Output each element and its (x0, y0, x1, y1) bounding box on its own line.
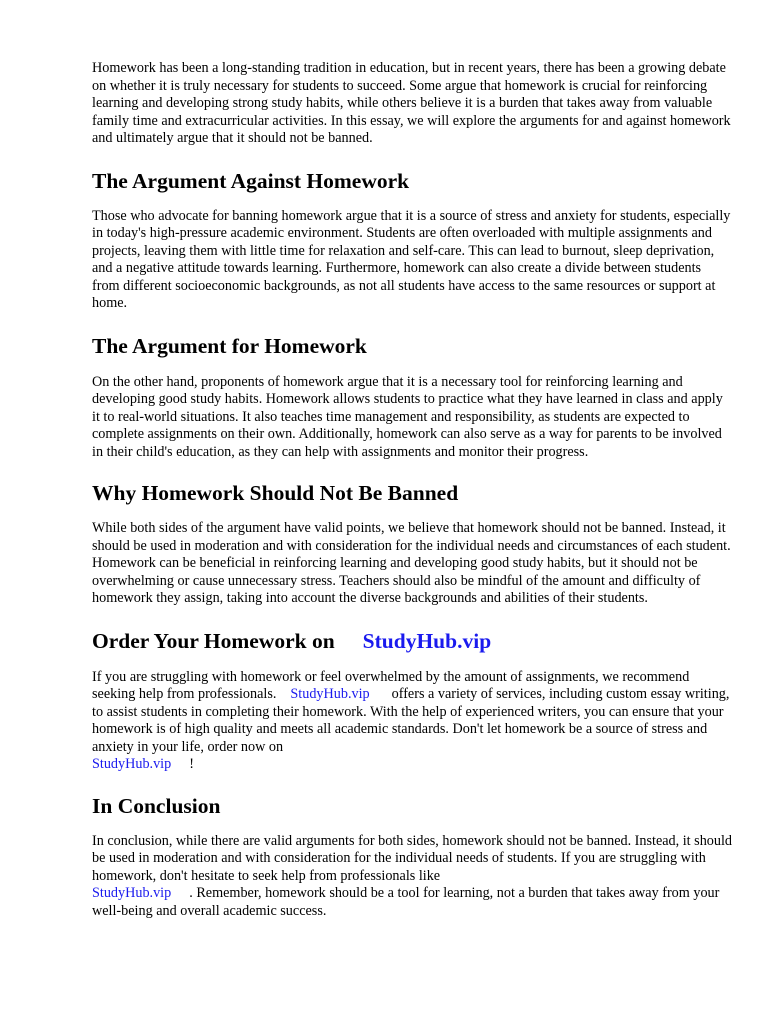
heading-not-banned: Why Homework Should Not Be Banned (92, 481, 459, 505)
for-paragraph: On the other hand, proponents of homework argue that it is a necessary tool for reinforcing learning and developing good study habits. Homework allows students to practice what they have learned in class and apply it to real-world situations. It also teaches time management and responsibility, as students are expected to complete assignments on their own. Additionally, homework can also serve as a way for parents to be involved in their child's education, as they can help with assignments and monitor their progress. (92, 373, 723, 460)
order-text-1: If you are struggling with homework or feel overwhelmed by the amount of assignments, we recommend seeking help from professionals. (92, 668, 690, 702)
heading-against: The Argument Against Homework (92, 168, 410, 193)
heading-conclusion: In Conclusion (92, 793, 221, 818)
order-text-2: offers a variety of services, including custom essay writing, to assist students in completing their homework. With the help of experienced writers, you can ensure that your homework is of high quality and meets all academic standards. Don't let homework be a source of stress and anxiety in your life, order now on (92, 686, 730, 755)
order-studyhub-link-1[interactable]: StudyHub.vip (290, 686, 370, 702)
not-banned-paragraph: While both sides of the argument have valid points, we believe that homework should not be banned. Instead, it should be used in moderation and with consideration for the individual needs and circumstances of each student. Homework can be beneficial in reinforcing learning and developing good study habits, but it should not be overwhelming or cause unnecessary stress. Teachers should also be mindful of the amount and difficulty of homework they assign, taking into account the diverse backgrounds and abilities of their students. (92, 520, 731, 606)
conclusion-text-1: In conclusion, while there are valid arguments for both sides, homework should not be banned. Instead, it should be used in moderation and with consideration for the individual needs of students. If you are struggling with homework, don't hesitate to seek help from professionals like (92, 832, 733, 884)
order-paragraph (92, 669, 732, 774)
conclusion-text-2: . Remember, homework should be a tool for learning, not a burden that takes away from your well-being and overall academic success. (92, 885, 720, 919)
conclusion-studyhub-link[interactable]: StudyHub.vip (92, 885, 172, 901)
against-paragraph: Those who advocate for banning homework argue that it is a source of stress and anxiety for students, especially in today's high-pressure academic environment. Students are often overloaded with multiple assignments and projects, leaving them with little time for relaxation and self-care. This can lead to burnout, sleep deprivation, and a negative attitude towards learning. Furthermore, homework can also create a divide between students from different socioeconomic backgrounds, as not all students have access to the same resources or support at home. (92, 207, 731, 311)
order-text-3: ! (189, 756, 194, 772)
heading-order (92, 628, 732, 654)
conclusion-paragraph (92, 833, 732, 921)
heading-studyhub-link[interactable]: StudyHub.vip (362, 628, 492, 653)
order-studyhub-link-2[interactable]: StudyHub.vip (92, 756, 172, 772)
heading-order-text: Order Your Homework on (92, 628, 335, 653)
document-page (92, 60, 732, 920)
heading-for: The Argument for Homework (92, 333, 367, 358)
intro-paragraph: Homework has been a long-standing tradition in education, but in recent years, there has been a growing debate on whether it is truly necessary for students to succeed. Some argue that homework is crucial for reinforcing learning and developing strong study habits, while others believe it is a burden that takes away from valuable family time and extracurricular activities. In this essay, we will explore the arguments for and against homework and ultimately argue that it should not be banned. (92, 60, 731, 146)
